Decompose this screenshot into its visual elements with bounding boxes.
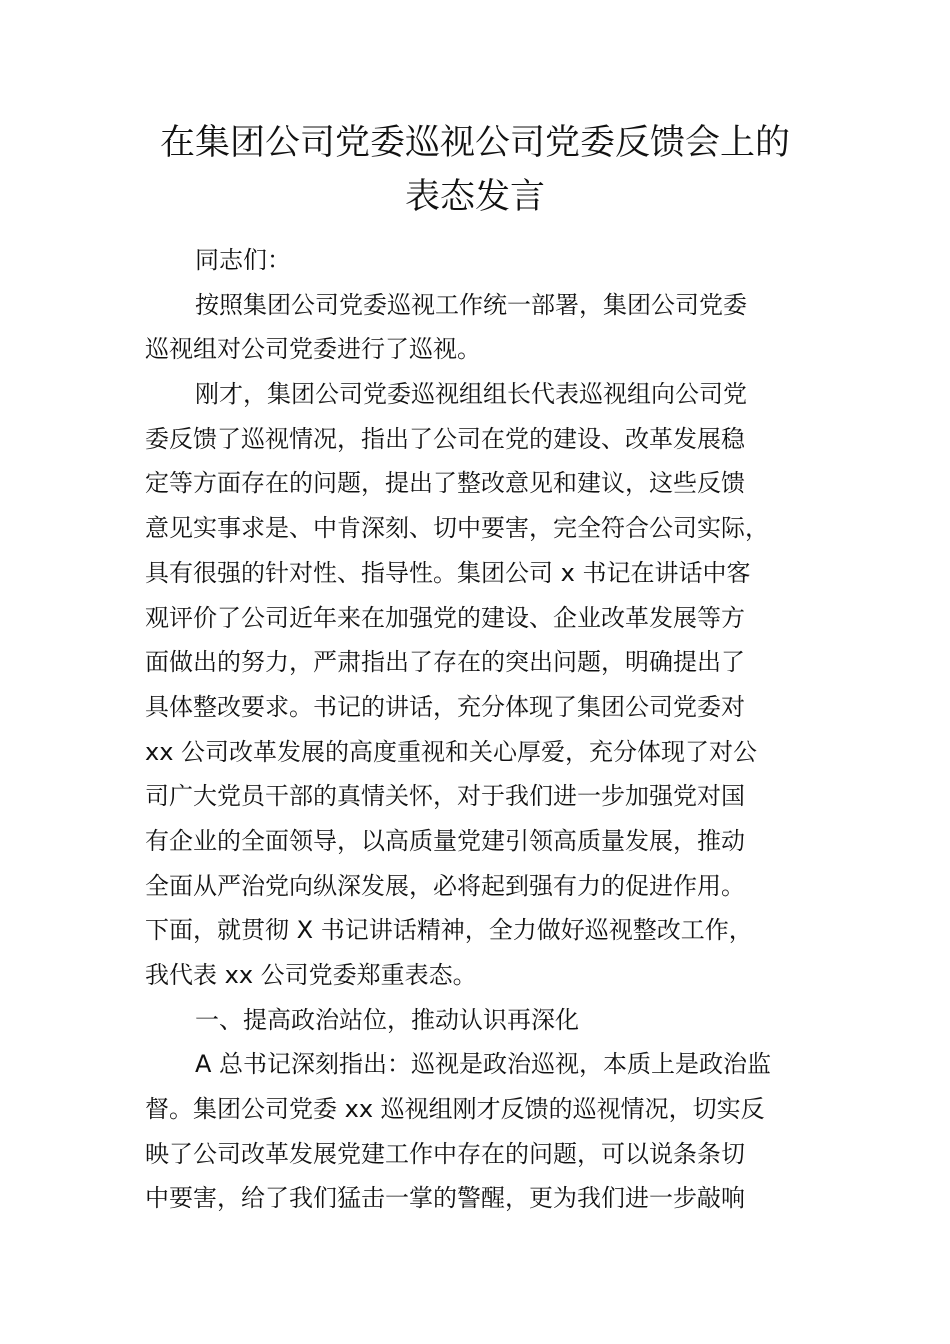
paragraph-line: 督。集团公司党委 xx 巡视组刚才反馈的巡视情况，切实反 <box>145 1095 765 1124</box>
paragraph-line: 司广大党员干部的真情关怀，对于我们进一步加强党对国 <box>145 782 745 811</box>
paragraph-line: 观评价了公司近年来在加强党的建设、企业改革发展等方 <box>145 603 745 632</box>
document-body <box>145 238 810 1221</box>
paragraph-line: 具体整改要求。书记的讲话，充分体现了集团公司党委对 <box>145 692 745 721</box>
paragraph-line: 委反馈了巡视情况，指出了公司在党的建设、改革发展稳 <box>145 424 745 453</box>
paragraph-line: 刚才，集团公司党委巡视组组长代表巡视组向公司党 <box>195 380 747 409</box>
greeting-line: 同志们： <box>195 246 291 274</box>
title-line: 在集团公司党委巡视公司党委反馈会上的 <box>159 123 790 163</box>
paragraph-line: 具有很强的针对性、指导性。集团公司 x 书记在讲话中客 <box>145 558 751 587</box>
section-heading: 一、提高政治站位，推动认识再深化 <box>195 1005 579 1034</box>
paragraph-line: 有企业的全面领导，以高质量党建引领高质量发展，推动 <box>145 826 745 855</box>
paragraph-line: xx 公司改革发展的高度重视和关心厚爱，充分体现了对公 <box>145 737 758 766</box>
paragraph-line: A 总书记深刻指出：巡视是政治巡视，本质上是政治监 <box>195 1050 772 1079</box>
paragraph-line: 下面，就贯彻 X 书记讲话精神，全力做好巡视整改工作， <box>145 916 753 945</box>
paragraph-line: 面做出的努力，严肃指出了存在的突出问题，明确提出了 <box>145 648 745 677</box>
paragraph-line: 按照集团公司党委巡视工作统一部署，集团公司党委 <box>195 290 747 319</box>
paragraph-line: 映了公司改革发展党建工作中存在的问题，可以说条条切 <box>145 1139 745 1168</box>
paragraph-line: 意见实事求是、中肯深刻、切中要害，完全符合公司实际， <box>145 514 769 543</box>
document-title <box>0 116 950 224</box>
paragraph-line: 全面从严治党向纵深发展，必将起到强有力的促进作用。 <box>145 871 745 900</box>
paragraph-line: 定等方面存在的问题，提出了整改意见和建议，这些反馈 <box>145 469 745 498</box>
paragraph-line: 我代表 xx 公司党委郑重表态。 <box>145 961 477 989</box>
title-line: 表态发言 <box>404 177 545 217</box>
paragraph-line: 中要害，给了我们猛击一掌的警醒，更为我们进一步敲响 <box>145 1184 745 1213</box>
paragraph-line: 巡视组对公司党委进行了巡视。 <box>145 335 481 364</box>
